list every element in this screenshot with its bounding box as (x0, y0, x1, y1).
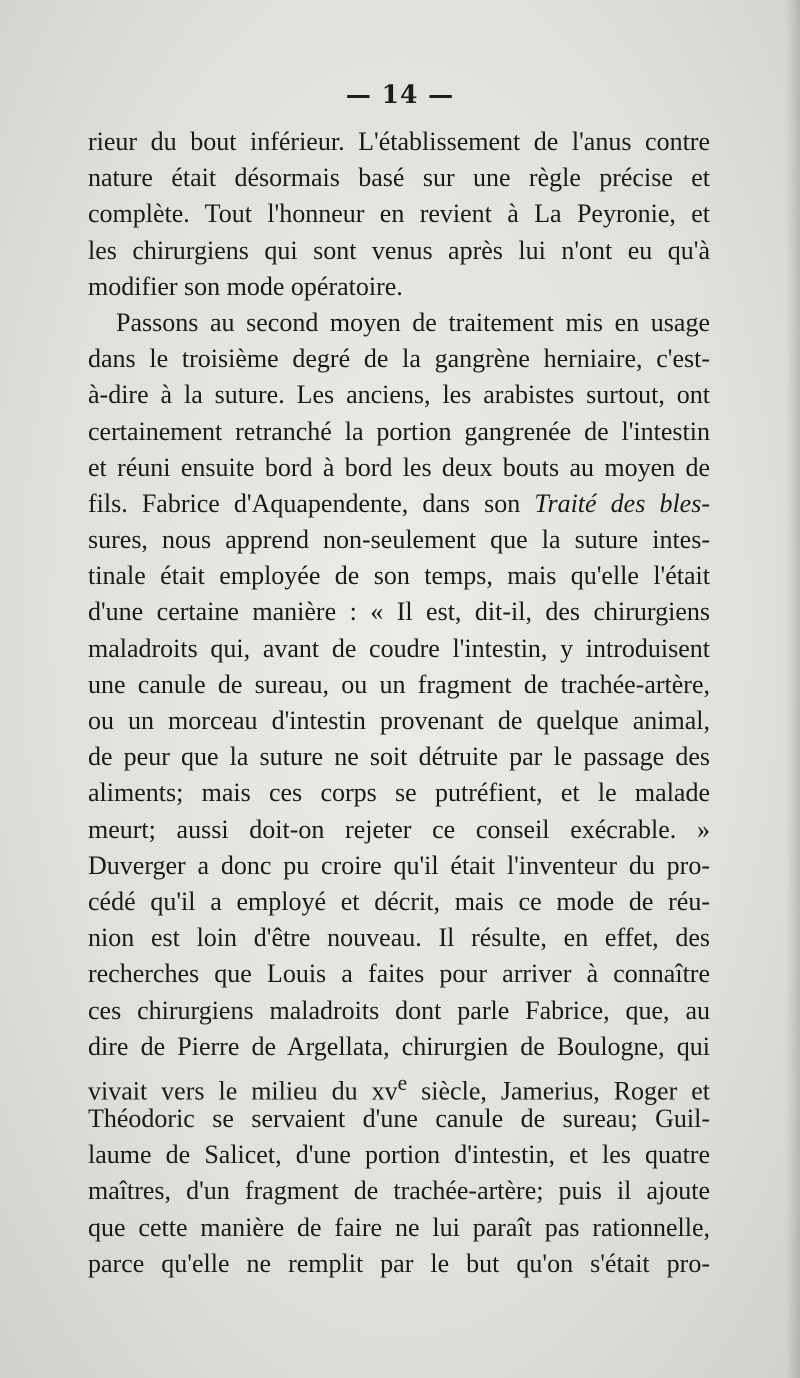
text-line: nion est loin d'être nouveau. Il résulte, en effet, des (88, 923, 710, 953)
text-line: parce qu'elle ne remplit par le but qu'on s'était pro- (88, 1248, 710, 1278)
text-line: à-dire à la suture. Les anciens, les arabistes surtout, ont (88, 380, 710, 410)
text-line: certainement retranché la portion gangrenée de l'intestin (88, 416, 710, 446)
text-line (88, 522, 710, 558)
text-line: tinale était employée de son temps, mais qu'elle l'était (88, 561, 710, 591)
text-line: maîtres, d'un fragment de trachée-artère; puis il ajoute (88, 1176, 710, 1206)
text-line: cédé qu'il a employé et décrit, mais ce mode de réu- (88, 886, 710, 916)
text-segment: sures, nous apprend non-seulement que la suture intes- (88, 525, 710, 555)
text-segment: fils. Fabrice d'Aquapendente, dans son (88, 488, 521, 518)
text-line: les chirurgiens qui sont venus après lui n'ont eu qu'à (88, 235, 710, 265)
text-line: maladroits qui, avant de coudre l'intestin, y introduisent (88, 633, 710, 663)
text-line: modifier son mode opératoire. (88, 271, 403, 301)
text-line: Duverger a donc pu croire qu'il était l'inventeur du pro- (88, 850, 710, 880)
text-line: de peur que la suture ne soit détruite par le passage des (88, 742, 710, 772)
text-line: une canule de sureau, ou un fragment de trachée-artère, (88, 669, 710, 699)
text-line: ces chirurgiens maladroits dont parle Fabrice, que, au (88, 995, 710, 1025)
text-line: et réuni ensuite bord à bord les deux bouts au moyen de (88, 452, 710, 482)
book-title-italic: Traité des bles- (534, 488, 710, 518)
page-number: — 14 — (345, 80, 455, 109)
text-line: aliments; mais ces corps se putréfient, et le malade (88, 778, 710, 808)
text-line: ou un morceau d'intestin provenant de quelque animal, (88, 706, 710, 735)
text-line: recherches que Louis a faites pour arriver à connaître (88, 959, 710, 989)
text-line: que cette manière de faire ne lui paraît pas rationnelle, (88, 1212, 710, 1242)
text-line: rieur du bout inférieur. L'établissement de l'anus contre (88, 127, 710, 156)
text-line: Théodoric se servaient d'une canule de sureau; Guil- (88, 1104, 710, 1134)
body-text (88, 124, 710, 1282)
text-line: d'une certaine manière : « Il est, dit-il, des chirurgiens (88, 597, 710, 627)
text-line-with-title (88, 486, 710, 522)
text-line: laume de Salicet, d'une portion d'intestin, et les quatre (88, 1140, 710, 1170)
text-line-with-century (88, 1065, 710, 1106)
text-line: Passons au second moyen de traitement mis en usage (116, 307, 710, 337)
text-line: dire de Pierre de Argellata, chirurgien de Boulogne, qui (88, 1031, 710, 1061)
text-line: complète. Tout l'honneur en revient à La Peyronie, et (88, 199, 710, 229)
text-line: meurt; aussi doit-on rejeter ce conseil exécrable. » (88, 814, 710, 844)
text-segment: vivait vers le milieu du xv (88, 1076, 398, 1106)
text-segment: siècle, Jamerius, Roger et (407, 1076, 710, 1106)
superscript: e (397, 1070, 408, 1095)
text-line: dans le troisième degré de la gangrène herniaire, c'est- (88, 344, 710, 374)
text-line: nature était désormais basé sur une règle précise et (88, 163, 710, 193)
